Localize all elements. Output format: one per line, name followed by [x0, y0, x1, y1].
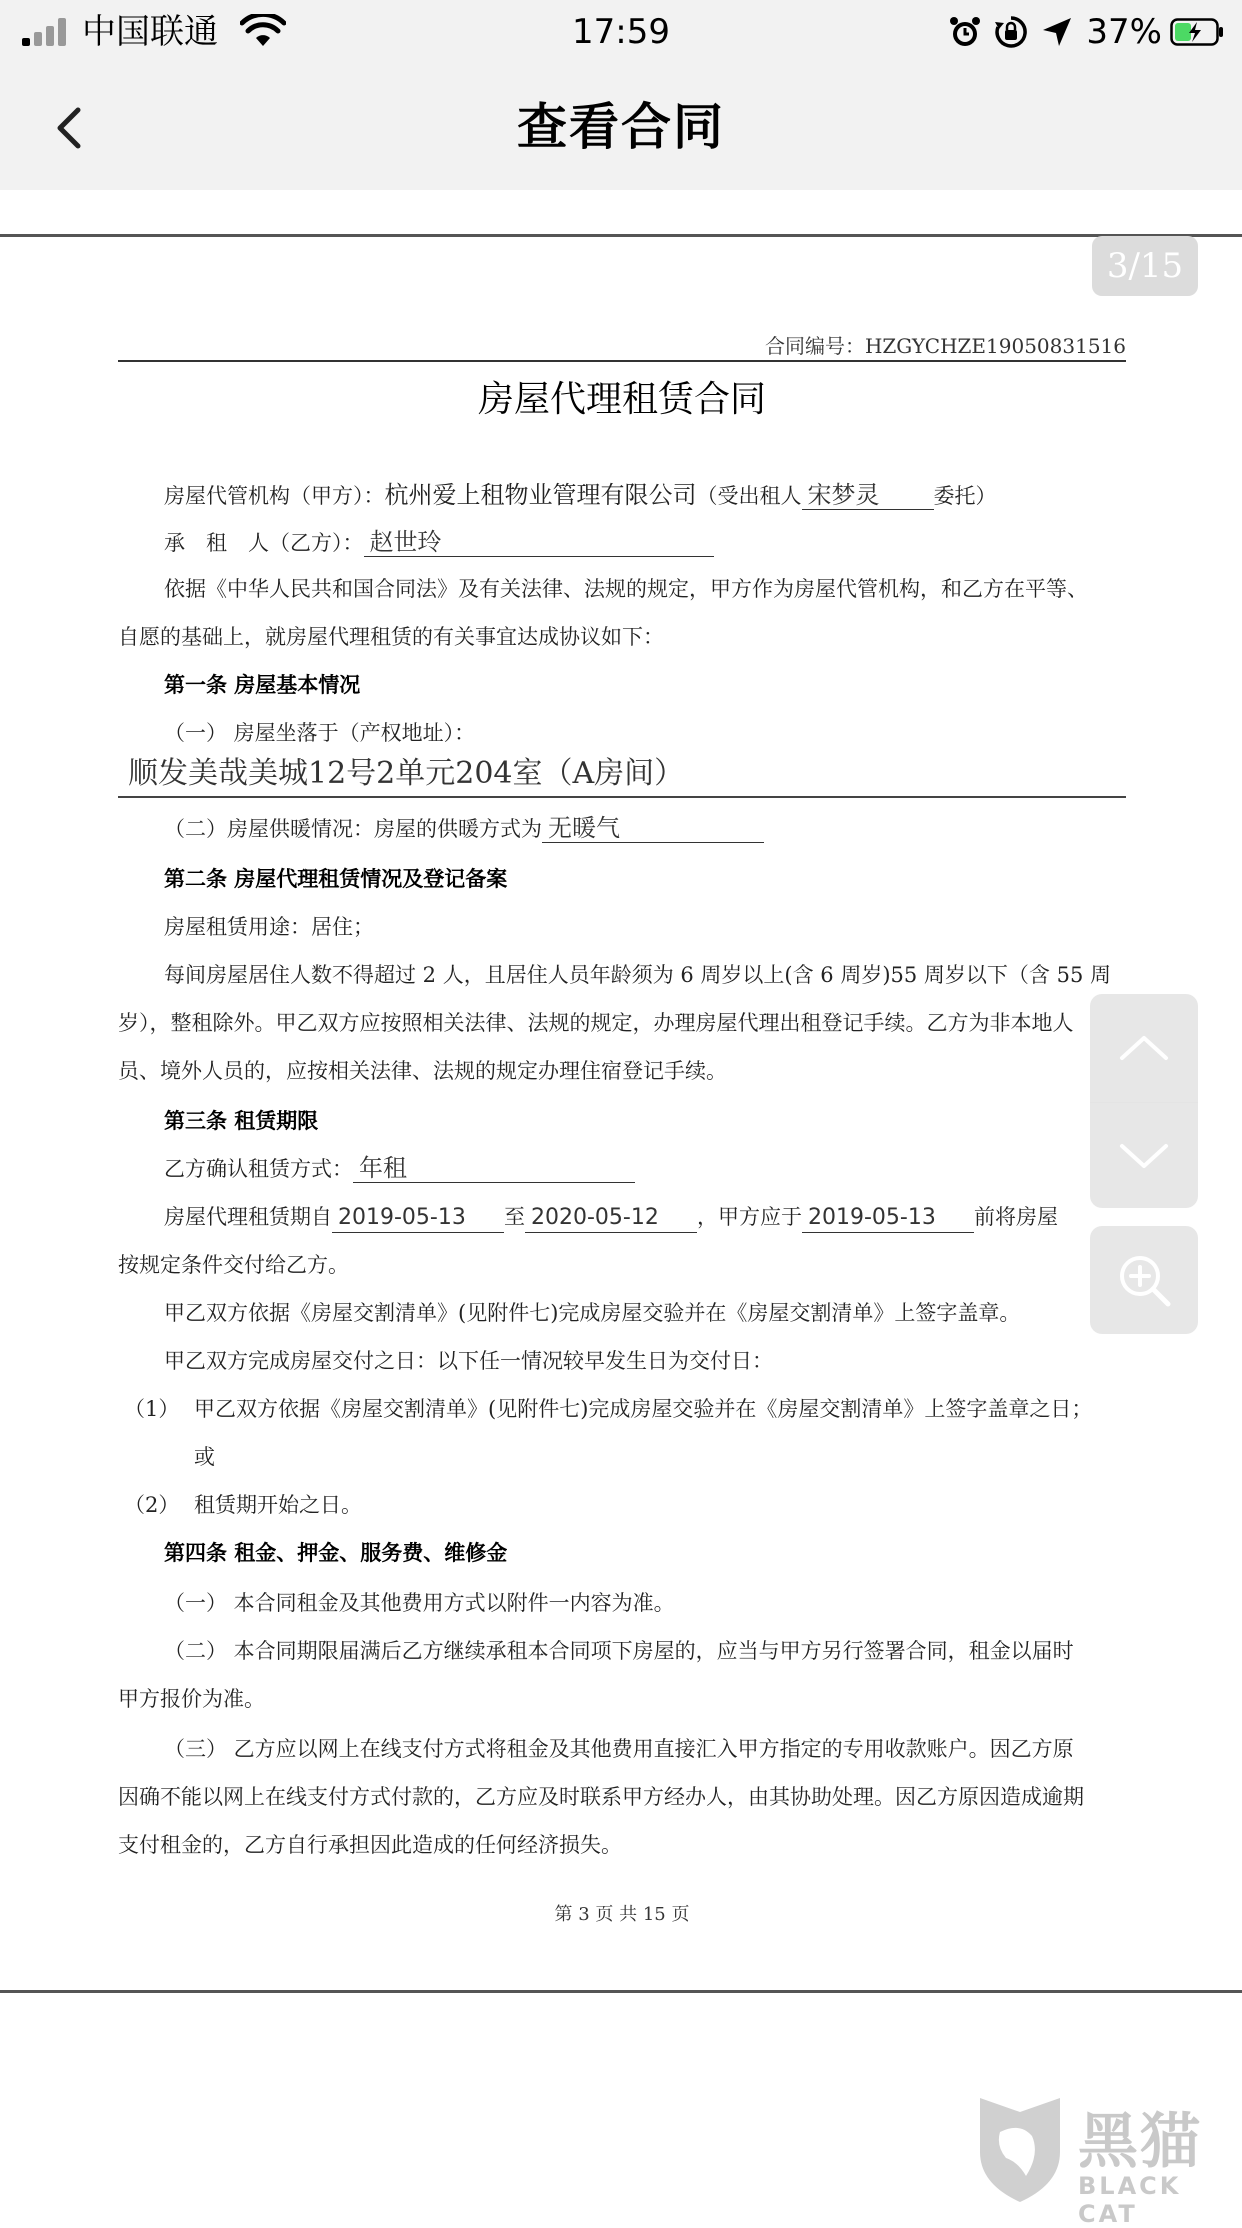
landlord-name: 宋梦灵: [802, 481, 934, 510]
article-4-item-3a: （三） 乙方应以网上在线支付方式将租金及其他费用直接汇入甲方指定的专用收款账户。因乙方原: [164, 1737, 1074, 1761]
page-edge-bottom: [0, 1990, 1242, 1993]
lease-method-line: [164, 1154, 635, 1184]
watermark-subtext: BLACK CAT: [1078, 2172, 1182, 2228]
contract-number: [765, 330, 1126, 359]
article-3-para-2: 按规定条件交付给乙方。: [118, 1253, 349, 1277]
article-4-item-2b: 甲方报价为准。: [118, 1687, 265, 1711]
article-1-title: 第一条 房屋基本情况: [164, 672, 361, 697]
deliver-end: 前将房屋: [974, 1205, 1058, 1229]
zoom-in-button[interactable]: [1090, 1226, 1198, 1334]
status-right: [948, 10, 1224, 54]
watermark: [970, 2092, 1240, 2228]
clock: 17:59: [572, 12, 670, 52]
party-a-end: 委托）: [933, 484, 997, 508]
property-address: 顺发美哉美城12号2单元204室（A房间）: [128, 756, 685, 791]
article-2-title: 第二条 房屋代理租赁情况及登记备案: [164, 866, 508, 891]
party-b-line: [164, 528, 714, 558]
page-edge-top: [0, 234, 1242, 237]
page-indicator: 3/15: [1092, 236, 1198, 296]
heating-label: （二）房屋供暖情况：房屋的供暖方式为: [164, 817, 542, 841]
next-page-button[interactable]: [1090, 1102, 1198, 1208]
watermark-text: 黑猫: [1078, 2107, 1202, 2177]
header-rule: [118, 360, 1126, 362]
article-3-item-2: 租赁期开始之日。: [194, 1493, 362, 1517]
article-4-title: 第四条 租金、押金、服务费、维修金: [164, 1540, 508, 1565]
prev-page-button[interactable]: [1090, 994, 1198, 1103]
article-2-para-1: 每间房屋居住人数不得超过 2 人，且居住人员年龄须为 6 周岁以上(含 6 周岁)55 周岁以下（含 55 周: [164, 963, 1111, 987]
article-1-item-2: [164, 814, 764, 844]
deliver-date: 2019-05-13: [802, 1204, 974, 1233]
alarm-icon: [948, 15, 982, 49]
article-1-item-1: （一） 房屋坐落于（产权地址）：: [164, 721, 476, 745]
article-4-item-3c: 支付租金的，乙方自行承担因此造成的任何经济损失。: [118, 1833, 622, 1857]
lease-method-value: 年租: [353, 1154, 635, 1183]
lease-method-label: 乙方确认租赁方式：: [164, 1157, 353, 1181]
heating-value: 无暖气: [542, 814, 764, 843]
article-2-para-2: 岁），整租除外。甲乙双方应按照相关法律、法规的规定，办理房屋代理出租登记手续。乙方为非本地人: [118, 1011, 1074, 1035]
location-icon: [1040, 15, 1074, 49]
lease-period-label: 房屋代理租赁期自: [164, 1205, 332, 1229]
address-rule: [118, 796, 1126, 798]
chevron-up-icon: [1114, 1018, 1174, 1078]
tenant-name: 赵世玲: [364, 528, 714, 557]
chevron-down-icon: [1114, 1126, 1174, 1186]
lease-period-line: [164, 1202, 1058, 1233]
zoom-in-icon: [1114, 1250, 1174, 1310]
article-4-item-3b: 因确不能以网上在线支付方式付款的，乙方应及时联系甲方经办人，由其协助处理。因乙方原因造成逾期: [118, 1785, 1084, 1809]
battery-percent: 37%: [1086, 12, 1162, 52]
article-3-item-1-or: 或: [194, 1445, 215, 1469]
lease-start-date: 2019-05-13: [332, 1204, 504, 1233]
article-3-item-1: 甲乙双方依据《房屋交割清单》(见附件七)完成房屋交验并在《房屋交割清单》上签字盖章之日；: [194, 1397, 1093, 1421]
status-bar: [0, 0, 1242, 64]
pdf-viewer[interactable]: [0, 190, 1242, 2208]
page-footer: 第 3 页 共 15 页: [554, 1904, 690, 1925]
article-4-item-2a: （二） 本合同期限届满后乙方继续承租本合同项下房屋的，应当与甲方另行签署合同，租金以届时: [164, 1639, 1074, 1663]
article-3-item-2-num: （2）: [124, 1493, 180, 1517]
article-3-para-4: 甲乙双方完成房屋交付之日：以下任一情况较早发生日为交付日：: [164, 1349, 773, 1373]
intro-line-2: 自愿的基础上，就房屋代理租赁的有关事宜达成协议如下：: [118, 625, 664, 649]
deliver-label: ，甲方应于: [697, 1205, 802, 1229]
party-a-company: 杭州爱上租物业管理有限公司: [384, 481, 697, 509]
party-a-label: 房屋代管机构（甲方）：: [164, 484, 385, 508]
article-3-item-1-num: （1）: [124, 1397, 180, 1421]
carrier-name: 中国联通: [82, 12, 218, 52]
party-a-line: [164, 480, 997, 511]
party-a-mid: （受出租人: [696, 484, 802, 508]
cat-shield-icon: [970, 2092, 1070, 2204]
contract-title: 房屋代理租赁合同: [477, 379, 766, 420]
rotation-lock-icon: [994, 15, 1028, 49]
to-label: 至: [504, 1205, 525, 1229]
contract-number-label: 合同编号：: [764, 334, 865, 358]
nav-bar: [0, 64, 1242, 190]
contract-number-value: HZGYCHZE19050831516: [864, 334, 1126, 358]
article-3-para-3: 甲乙双方依据《房屋交割清单》(见附件七)完成房屋交验并在《房屋交割清单》上签字盖章。: [164, 1301, 1021, 1325]
page-title: 查看合同: [517, 98, 725, 156]
lease-end-date: 2020-05-12: [525, 1204, 697, 1233]
article-2-use: 房屋租赁用途：居住；: [164, 915, 374, 939]
intro-line-1: 依据《中华人民共和国合同法》及有关法律、法规的规定，甲方作为房屋代管机构，和乙方在平等、: [164, 577, 1088, 601]
article-3-title: 第三条 租赁期限: [164, 1108, 319, 1133]
battery-icon: [1170, 18, 1224, 46]
article-4-item-1: （一） 本合同租金及其他费用方式以附件一内容为准。: [164, 1591, 675, 1615]
party-b-label: 承 租 人（乙方）：: [164, 531, 364, 555]
article-2-para-3: 员、境外人员的，应按相关法律、法规的规定办理住宿登记手续。: [118, 1059, 727, 1083]
